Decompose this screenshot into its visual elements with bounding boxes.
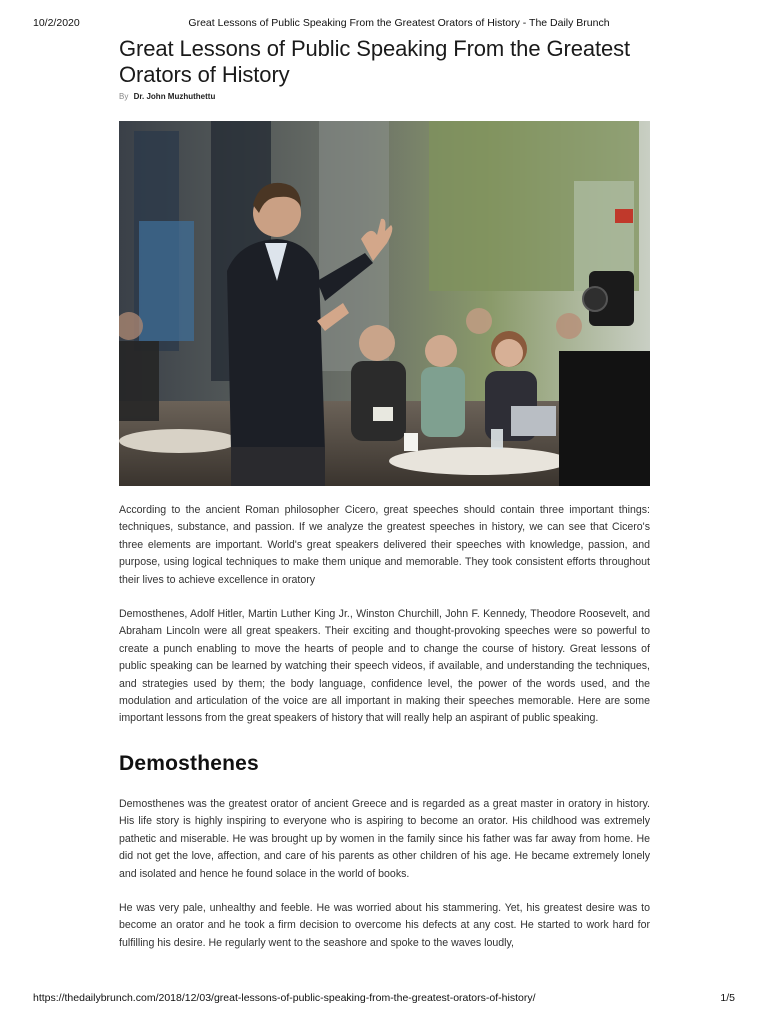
paragraph-demosthenes-1: Demosthenes was the greatest orator of ancient Greece and is regarded as a great master in oratory in history. His life story is highly inspiring to everyone who is aspiring to become an orator. His childhood was extremely pathetic and miserable. He was brought up by women in the family since his father was far away from home. He did not get the love, affection, and care of his parents as other children of his age. He became extremely lonely and isolated and hence he found solace in the world of books. bbox=[119, 797, 650, 880]
article bbox=[119, 36, 650, 949]
page-number: 1/5 bbox=[720, 992, 735, 1004]
print-footer bbox=[0, 992, 768, 1006]
hero-photo-illustration bbox=[119, 121, 650, 486]
paragraph-speakers: Demosthenes, Adolf Hitler, Martin Luther King Jr., Winston Churchill, John F. Kennedy, Theodore Roosevelt, and Abraham Lincoln were all great speakers. Their exciting and thought-provoking speeches were so powerful to create a punch enabling to move the hearts of people and to change the course of history. Great lessons of public speaking can be learned by watching their speech videos, if available, and understanding the techniques, and strategies used by them; the body language, confidence level, the power of the words used, and the modulation and articulation of the voice are all important in making their speeches memorable. Here are some important lessons from the great speakers of history that will really help an aspirant of public speaking. bbox=[119, 608, 650, 725]
print-date: 10/2/2020 bbox=[33, 17, 80, 29]
byline-label: By bbox=[119, 92, 129, 101]
print-page-title: Great Lessons of Public Speaking From the Greatest Orators of History - The Daily Brunch bbox=[188, 17, 610, 29]
hero-image bbox=[119, 121, 650, 486]
print-header bbox=[0, 17, 768, 31]
paragraph-intro: According to the ancient Roman philosopher Cicero, great speeches should contain three important things: techniques, substance, and passion. If we analyze the greatest speeches in history, we can see that Cicero's three elements are important. World's great speakers delivered their speeches with knowledge, passion, and purpose, using logical techniques to make them unique and memorable. They took consistent efforts throughout their lives to achieve excellence in oratory bbox=[119, 504, 650, 586]
byline bbox=[119, 92, 650, 104]
article-title: Great Lessons of Public Speaking From the Greatest Orators of History bbox=[119, 36, 631, 87]
author-link[interactable]: Dr. John Muzhuthettu bbox=[133, 92, 216, 101]
print-url[interactable]: https://thedailybrunch.com/2018/12/03/great-lessons-of-public-speaking-from-the-greatest-orators-of-history/ bbox=[33, 992, 536, 1004]
paragraph-demosthenes-2: He was very pale, unhealthy and feeble. He was worried about his stammering. Yet, his greatest desire was to become an orator and he took a firm decision to overcome his defects at any cost. He started to work hard for fulfilling his desire. He regularly went to the seashore and spoke to the waves loudly, bbox=[119, 901, 650, 949]
article-body bbox=[119, 502, 650, 969]
section-heading-demosthenes: Demosthenes bbox=[119, 751, 259, 775]
